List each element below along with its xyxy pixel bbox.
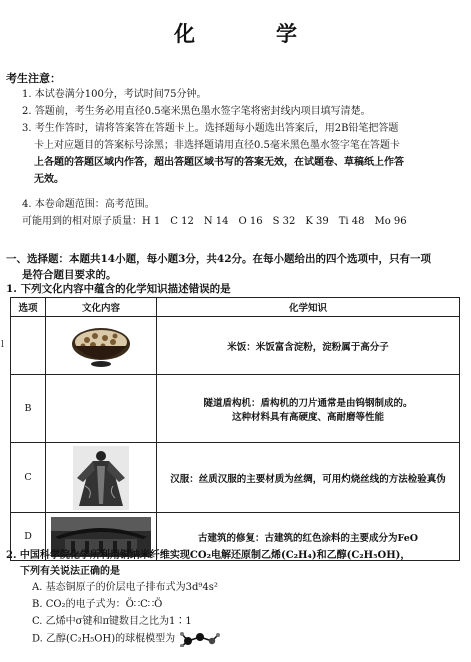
option-label: D bbox=[11, 513, 46, 561]
section-heading bbox=[6, 251, 466, 283]
table-row bbox=[11, 443, 460, 513]
option-d bbox=[6, 631, 468, 648]
option-d-text: D. 乙醇(C₂H₅OH)的球棍模型为 bbox=[32, 633, 176, 645]
question-2-stem-line2: 下列有关说法正确的是 bbox=[20, 566, 120, 577]
atomic-masses: 可能用到的相对原子质量：H 1 C 12 N 14 O 16 S 32 K 39 Ti 48 Mo 96 bbox=[22, 216, 407, 227]
option-c: C. 乙烯中σ键和π键数目之比为1∶1 bbox=[32, 616, 192, 627]
question-2-stem-line1: 2. 中国科学院化学所利用铜纳米纤维实现CO₂电解还原制乙烯(C₂H₄)和乙醇(C₂H₅OH)， bbox=[6, 550, 411, 561]
notice-item: 卡上对应题目的答案标号涂黑；非选择题请用直径0.5毫米黑色墨水签字笔在答题卡 bbox=[34, 140, 400, 151]
knowledge-line: 这种材料具有高硬度、高耐磨等性能 bbox=[231, 411, 384, 423]
notice-item: 3. 考生作答时，请将答案答在答题卡上。选择题每小题选出答案后，用2B铅笔把答题 bbox=[22, 123, 399, 134]
table-header-row bbox=[11, 298, 460, 317]
header-option: 选项 bbox=[11, 298, 46, 317]
knowledge-text: 汉服：丝质汉服的主要材质为丝绸，可用灼烧丝线的方法检验真伪 bbox=[157, 443, 460, 513]
notice-item: 上各题的答题区域内作答，超出答题区域书写的答案无效，在试题卷、草稿纸上作答 bbox=[34, 157, 404, 168]
notice-heading: 考生注意： bbox=[6, 72, 61, 85]
notice-list bbox=[6, 86, 462, 230]
page-title: 化 学 bbox=[174, 22, 327, 46]
margin-mark: l bbox=[1, 340, 4, 350]
question-1-stem: 1. 下列文化内容中蕴含的化学知识描述错误的是 bbox=[6, 283, 231, 295]
option-b: B. CO₂的电子式为：Ö∷C∷Ö bbox=[32, 599, 163, 610]
option-label: C bbox=[11, 443, 46, 513]
question-1-table bbox=[10, 297, 460, 561]
ethanol-ball-stick-model bbox=[178, 631, 222, 647]
table-row bbox=[11, 375, 460, 443]
culture-image-cell bbox=[46, 317, 157, 375]
hanfu-costume-image bbox=[73, 446, 129, 510]
notice-item: 1. 本试卷满分100分，考试时间75分钟。 bbox=[22, 89, 207, 100]
section-heading-line2: 是符合题目要求的。 bbox=[22, 269, 117, 281]
notice-item: 无效。 bbox=[34, 174, 64, 185]
notice-item: 2. 答题前，考生务必用直径0.5毫米黑色墨水签字笔将密封线内项目填写清楚。 bbox=[22, 106, 371, 117]
option-label: B bbox=[11, 375, 46, 443]
table-row bbox=[11, 317, 460, 375]
notice-item: 4. 本卷命题范围：高考范围。 bbox=[22, 199, 155, 210]
culture-image-cell bbox=[46, 375, 157, 443]
header-knowledge: 化学知识 bbox=[157, 298, 460, 317]
knowledge-line: 隧道盾构机：盾构机的刀片通常是由钨钢制成的。 bbox=[203, 397, 413, 409]
option-label bbox=[11, 317, 46, 375]
knowledge-text bbox=[157, 375, 460, 443]
header-culture: 文化内容 bbox=[46, 298, 157, 317]
knowledge-text: 古建筑的修复：古建筑的红色涂料的主要成分为FeO bbox=[157, 513, 460, 561]
option-a: A. 基态铜原子的价层电子排布式为3d⁹4s² bbox=[32, 582, 218, 593]
culture-image-cell bbox=[46, 443, 157, 513]
section-heading-line1: 一、选择题：本题共14小题，每小题3分，共42分。在每小题给出的四个选项中，只有一项 bbox=[6, 253, 432, 265]
rice-bowl-image bbox=[69, 324, 133, 368]
knowledge-text: 米饭：米饭富含淀粉，淀粉属于高分子 bbox=[157, 317, 460, 375]
question-2 bbox=[6, 548, 468, 648]
